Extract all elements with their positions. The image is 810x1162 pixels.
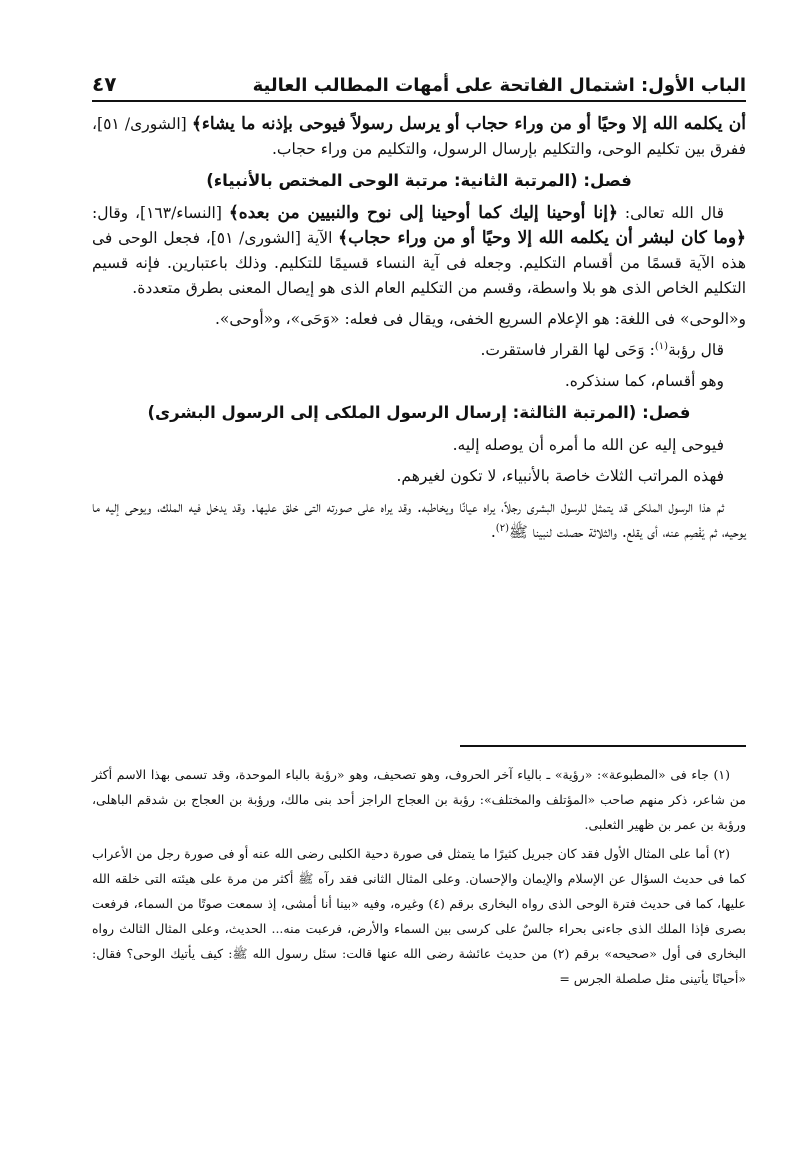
footnote-2: (٢) أما على المثال الأول فقد كان جبريل كثيرًا ما يتمثل فى صورة دحية الكلبى رضى الله عنه أو فى صورة رجل من الأعراب كما فى حديث السؤال عن الإسلام والإيمان والإحسان. وعلى المثال الثانى فقد رآه ﷺ أكثر من مرة على هيئته التى خلقه الله عليها، كما فى حديث فترة الوحى الذى رواه البخارى برقم (٤) وغيره، وفيه «بينا أنا أمشى، إذ سمعت صوتًا من السماء، فرفعت بصرى فإذا الملك الذى جاءنى بحراء جالسٌ على كرسى بين السماء والأرض، فرعبت منه... الحديث، وعلى المثال الثالث رواه البخارى فى أول «صحيحه» برقم (٢) من حديث عائشة رضى الله عنها قالت: سئل رسول الله ﷺ: كيف يأتيك الوحى؟ فقال: «أحيانًا يأتينى مثل صلصلة الجرس = <box>92 846 747 986</box>
quran-verse: أن يكلمه الله إلا وحيًا أو من وراء حجاب أو يرسل رسولاً فيوحى بإذنه ما يشاء﴾ <box>191 114 746 134</box>
paragraph-text: : وَحَى لها القرار فاستقرت. <box>480 341 655 359</box>
paragraph-8 <box>92 495 746 545</box>
paragraph-2 <box>92 201 746 301</box>
paragraph-text: ثم هذا الرسول الملكى قد يتمثل للرسول البشرى رجلاً، يراه عيانًا ويخاطبه. وقد يراه على صورته التى خلق عليها. وقد يدخل فيه الملك، ويوحى إليه ما يوحيه، ثم يَفْصِم عنه، أى يقلع. والثلاثة حصلت لنبينا ﷺ <box>92 498 746 541</box>
footnotes <box>92 762 746 995</box>
paragraph-3: و«الوحى» فى اللغة: هو الإعلام السريع الخفى، ويقال فى فعله: «وَحَى»، و«أوحى». <box>214 310 746 328</box>
footnote-1: (١) جاء فى «المطبوعة»: «رؤية» ـ بالياء آخر الحروف، وهو تصحيف، وهو «رؤبة بالباء الموحدة، وقد تسمى بهذا الاسم أكثر من شاعر، ذكر منهم صاحب «المؤتلف والمختلف»: رؤبة بن العجاج الراجز أحد بنى مالك، ورؤبة بن العجاج بن شدقم الباهلى، ورؤبة بن عمر بن ظهير الثعلبى. <box>92 767 746 832</box>
paragraph-text: [النساء/١٦٣]، وقال: <box>92 204 229 222</box>
quran-verse: ﴿وما كان لبشر أن يكلمه الله إلا وحيًا أو من وراء حجاب﴾ <box>338 228 747 248</box>
paragraph-4 <box>92 338 746 363</box>
paragraph-6: فيوحى إليه عن الله ما أمره أن يوصله إليه. <box>452 436 724 454</box>
paragraph-text: قال الله تعالى: <box>617 204 724 222</box>
footnote-ref-1: (١) <box>654 340 669 352</box>
paragraph-7: فهذه المراتب الثلاث خاصة بالأنبياء، لا تكون لغيرهم. <box>396 467 724 485</box>
section-heading-third-rank: فصل: (المرتبة الثالثة: إرسال الرسول الملكى إلى الرسول البشرى) <box>147 403 691 422</box>
paragraph-text: . <box>490 523 496 541</box>
footnote-ref-2: (٢) <box>495 522 509 534</box>
page-header <box>92 66 746 102</box>
paragraph-1 <box>92 112 746 162</box>
running-title: الباب الأول: اشتمال الفاتحة على أمهات المطالب العالية <box>252 75 746 96</box>
main-text <box>92 112 746 551</box>
paragraph-5: وهو أقسام، كما سنذكره. <box>564 372 724 390</box>
page-number: ٤٧ <box>92 72 117 96</box>
paragraph-text: قال رؤبة <box>668 341 724 359</box>
footnote-divider <box>460 745 746 747</box>
section-heading-second-rank: فصل: (المرتبة الثانية: مرتبة الوحى المختص بالأنبياء) <box>206 171 632 190</box>
paragraph-text: [الشورى/ ٥١]، ففرق بين تكليم الوحى، والتكليم بإرسال الرسول، والتكليم من وراء حجاب. <box>92 115 746 158</box>
paragraph-text: الآية [الشورى/ ٥١]، فجعل الوحى فى هذه الآية قسمًا من أقسام التكليم. وجعله فى آية النساء قسيمًا للتكليم. وذلك باعتبارين. فإنه قسيم التكليم الخاص الذى هو بلا واسطة، وقسم من التكليم العام الذى هو إيصال المعنى بطرق متعددة. <box>92 229 746 297</box>
quran-verse: ﴿إنا أوحينا إليك كما أوحينا إلى نوح والنبيين من بعده﴾ <box>228 203 618 223</box>
